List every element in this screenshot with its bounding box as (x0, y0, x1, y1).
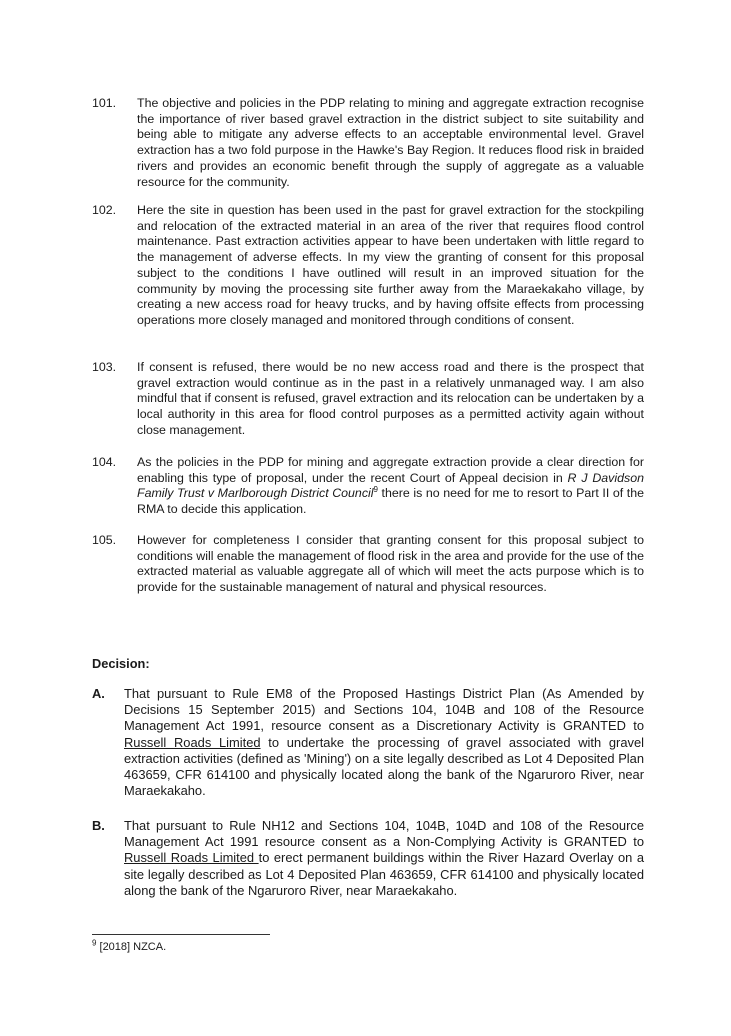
decision-text-before: That pursuant to Rule EM8 of the Proposed Hastings District Plan (As Amended by Decisions 15 September 2015) and Sections 104, 104B and 108 of the Resource Management Act 1991, resource consent as a Discretionary Activity is GRANTED to (124, 686, 644, 734)
paragraph-number: 103. (92, 360, 117, 374)
paragraph-105 (92, 533, 644, 596)
paragraph-103 (92, 360, 644, 439)
footnote-text: [2018] NZCA. (96, 941, 167, 953)
paragraph-text: Here the site in question has been used in the past for gravel extraction for the stockpiling and relocation of the extracted material in an area of the river that requires flood control maintenance. Past extraction activities appear to have been undertaken with little regard to the management of adverse effects. In my view the granting of consent for this proposal subject to the conditions I have outlined will result in an improved situation for the community by moving the processing site further away from the Maraekakaho village, by creating a new access road for heavy trucks, and by having offsite effects from processing operations more closely managed and monitored through conditions of consent. (137, 203, 644, 327)
paragraph-104 (92, 455, 644, 518)
decision-text (124, 818, 644, 899)
case-name: R J Davidson Family Trust v Marlborough District Council (137, 470, 644, 501)
decision-letter: B. (92, 818, 105, 833)
paragraph-text-before: As the policies in the PDP for mining and aggregate extraction provide a clear direction for enabling this type of proposal, under the recent Court of Appeal decision in (137, 455, 644, 485)
paragraph-text: The objective and policies in the PDP relating to mining and aggregate extraction recognise the importance of river based gravel extraction in the district subject to site suitability and being able to mitigate any adverse effects to an acceptable environmental level. Gravel extraction has a two fold purpose in the Hawke's Bay Region. It reduces flood risk in braided rivers and provides an economic benefit through the supply of aggregate as a valuable resource for the community. (137, 96, 644, 189)
paragraph-text: If consent is refused, there would be no new access road and there is the prospect that gravel extraction would continue as in the past in a relatively unmanaged way. I am also mindful that if consent is refused, gravel extraction and its relocation can be undertaken by a local authority in this area for flood control purposes as a permitted activity again without close management. (137, 360, 644, 437)
party-name: Russell Roads Limited (124, 850, 259, 866)
decision-text-after: to undertake the processing of gravel associated with gravel extraction activities (defined as 'Mining') on a site legally described as Lot 4 Deposited Plan 463659, CFR 614100 and physically located along the bank of the Ngaruroro River, near Maraekakaho. (124, 734, 644, 799)
paragraph-101 (92, 96, 644, 190)
paragraph-text: However for completeness I consider that granting consent for this proposal subject to conditions will enable the management of flood risk in the area and provide for the use of the extracted material as valuable aggregate all of which will meet the acts purpose which is to provide for the sustainable management of natural and physical resources. (137, 533, 644, 595)
decision-heading: Decision: (92, 656, 150, 671)
decision-text-after: to erect permanent buildings within the River Hazard Overlay on a site legally described as Lot 4 Deposited Plan 463659, CFR 614100 and physically located along the bank of the Ngaruroro River, near Maraekakaho. (124, 850, 645, 898)
paragraph-number: 105. (92, 533, 117, 547)
decision-item-a (92, 686, 644, 799)
footnote-number: 9 (92, 938, 97, 948)
paragraph-102 (92, 203, 644, 329)
footnote-divider (92, 934, 270, 935)
footnote-reference: 9 (373, 485, 378, 495)
decision-item-b (92, 818, 644, 899)
decision-letter: A. (92, 686, 105, 701)
footnote (92, 938, 167, 953)
decision-text-before: That pursuant to Rule NH12 and Sections 104, 104B, 104D and 108 of the Resource Management Act 1991 resource consent as a Non-Complying Activity is GRANTED to (124, 818, 644, 850)
paragraph-number: 101. (92, 96, 117, 110)
decision-text (124, 686, 644, 799)
paragraph-text-after: there is no need for me to resort to Part II of the RMA to decide this application. (137, 486, 644, 517)
paragraph-number: 104. (92, 455, 117, 469)
paragraph-number: 102. (92, 203, 117, 217)
party-name: Russell Roads Limited (124, 734, 261, 750)
paragraph-text (137, 455, 644, 518)
